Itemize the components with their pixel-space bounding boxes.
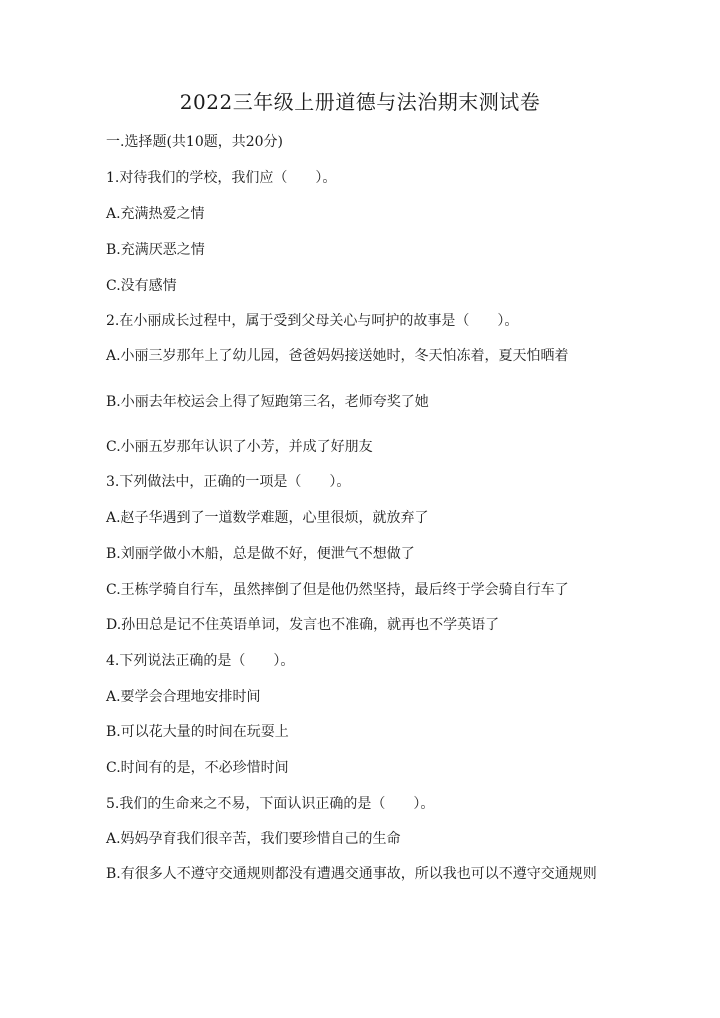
option-item: A.赵子华遇到了一道数学难题，心里很烦，就放弃了 bbox=[106, 510, 429, 526]
option-item: B.可以花大量的时间在玩耍上 bbox=[106, 724, 289, 740]
question-stem: 1.对待我们的学校，我们应（ ）。 bbox=[106, 170, 337, 186]
option-item: D.孙田总是记不住英语单词，发言也不准确，就再也不学英语了 bbox=[106, 617, 500, 633]
option-item: B.刘丽学做小木船，总是做不好，便泄气不想做了 bbox=[106, 546, 415, 562]
question-stem: 3.下列做法中，正确的一项是（ ）。 bbox=[106, 474, 351, 490]
option-item: B.充满厌恶之情 bbox=[106, 242, 205, 258]
option-item: C.小丽五岁那年认识了小芳，并成了好朋友 bbox=[106, 439, 373, 455]
option-item: C.王栋学骑自行车，虽然摔倒了但是他仍然坚持，最后终于学会骑自行车了 bbox=[106, 582, 569, 598]
page-title: 2022三年级上册道德与法治期末测试卷 bbox=[179, 90, 541, 114]
option-item: A.小丽三岁那年上了幼儿园，爸爸妈妈接送她时，冬天怕冻着，夏天怕晒着 bbox=[106, 348, 569, 364]
question-stem: 4.下列说法正确的是（ ）。 bbox=[106, 653, 295, 669]
option-item: A.妈妈孕育我们很辛苦，我们要珍惜自己的生命 bbox=[106, 831, 401, 847]
question-stem: 2.在小丽成长过程中，属于受到父母关心与呵护的故事是（ ）。 bbox=[106, 313, 519, 329]
option-item: A.要学会合理地安排时间 bbox=[106, 689, 261, 705]
option-item: B.小丽去年校运会上得了短跑第三名，老师夸奖了她 bbox=[106, 394, 429, 410]
option-item: A.充满热爱之情 bbox=[106, 206, 205, 222]
section-heading: 一.选择题(共10题，共20分) bbox=[106, 134, 284, 150]
question-stem: 5.我们的生命来之不易，下面认识正确的是（ ）。 bbox=[106, 796, 435, 812]
option-item: C.没有感情 bbox=[106, 278, 177, 294]
option-item: C.时间有的是，不必珍惜时间 bbox=[106, 760, 289, 776]
option-item: B.有很多人不遵守交通规则都没有遭遇交通事故，所以我也可以不遵守交通规则 bbox=[106, 866, 597, 882]
